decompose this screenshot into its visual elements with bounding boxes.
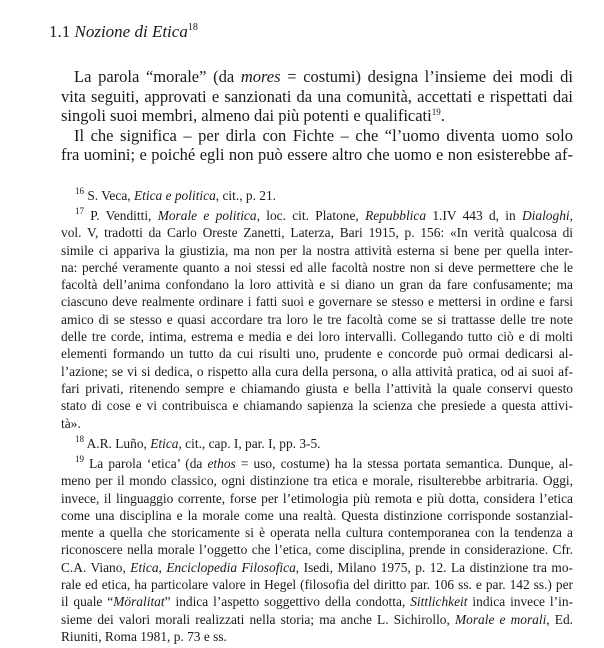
body-line: Il che significa – per dirla con Fichte – che “l’uomo diventa uomo solo (74, 125, 573, 145)
body-line: vita seguiti, approvati e sanzionati da una comunità, accettati e rispettati dai (61, 86, 573, 106)
footnote-ref: 19 (431, 107, 441, 117)
body-line: singoli suoi membri, almeno dai più potenti e qualificati$^{19}$. (61, 106, 445, 125)
heading-footnote-ref: 18 (187, 22, 198, 33)
footnote-number: 19 (75, 454, 84, 464)
section-number: 1.1 (49, 22, 75, 41)
body-line: La parola “morale” (da mores = costumi) designa l’insieme dei modi di (74, 67, 573, 86)
section-title: Nozione di Etica (74, 22, 188, 41)
footnote-19: $^{19}$ La parola ‘etica’ (da ethos = uso, costume) ha la stessa portata semantica. Dunque, al- meno per il mondo classico, ogni distinzione tra etica e morale, risulterebbe arbitraria. Oggi, invece, il linguaggio corrente, forse per l’etimologia più remota e più dotta, considera l’etica come una disciplina e la morale come una realtà. Questa distinzione corrisponde sostanzial- mente a quella che storicamente si è operata nella cultura contemporanea con la tendenza a riconoscere nella morale l’oggetto che l’etica, come disciplina, prende in considerazione. Cfr. C.A. Viano, Etica, Enciclopedia Filosofica, Isedi, Milano 1975, p. 12. La distinzione tra mo- rale ed etica, ha particolare valore in Hegel (filosofia del diritto par. 106 ss. e par. 142 ss.) per il quale “Möralitat” indica l’aspetto soggettivo della condotta, Sittlichkeit indica invece l’in- sieme dei valori morali realizzati nella storia; ma anche L. Sichirollo, Morale e morali, Ed. Riuniti, Roma 1981, p. 73 e ss. (61, 454, 573, 644)
footnote-18: $^{18}$ A.R. Luño, Etica, cit., cap. I, par. I, pp. 3-5. (75, 434, 321, 451)
footnote-number: 18 (75, 434, 84, 444)
footnote-number: 16 (75, 186, 84, 196)
section-heading (49, 21, 198, 43)
body-text (61, 67, 573, 165)
footnote-17: $^{17}$ P. Venditti, Morale e politica, loc. cit. Platone, Repubblica 1.IV 443 d, in Dialoghi, vol. V, tradotti da Carlo Oreste Zanetti, Laterza, Bari 1915, p. 156: «In verità qualcosa di simile ci appariva la giustizia, ma non per la nostra attività esterna si bene per quella inter- na: perché veramente quanto a noi stessi ed alle facoltà nostre non si deve permettere che le facoltà dell’anima confondano la loro attività e si diano un gran da fare confusamente; ma ciascuno deve realmente ordinare i fatti suoi e governare se stesso e mettersi in ordine e farsi amico di se stesso e quasi accordare tra loro le tre facoltà come se si trattasse delle tre note delle tre corde, intima, estrema e media e dei loro intervalli. Collegando tutto ciò e di molti elementi formando un tutto da cui risulti uno, prudente e concorde può ormai dedicarsi al- l’azione; se vi si dedica, o rispetto alla cura della persona, o alla attività pratica, od ai suoi af- fari privati, ritenendo sempre e chiamando giusta e bella l’attività la quale conservi questo stato di cose e vi contribuisca e chiamando sapienza la scienza che presiede a questa attivi- tà». (61, 206, 573, 431)
body-line: fra uomini; e poiché egli non può essere altro che uomo e non esisterebbe af- (61, 145, 573, 164)
footnote-number: 17 (75, 206, 84, 216)
footnote-16: $^{16}$ S. Veca, Etica e politica, cit., p. 21. (75, 186, 277, 203)
